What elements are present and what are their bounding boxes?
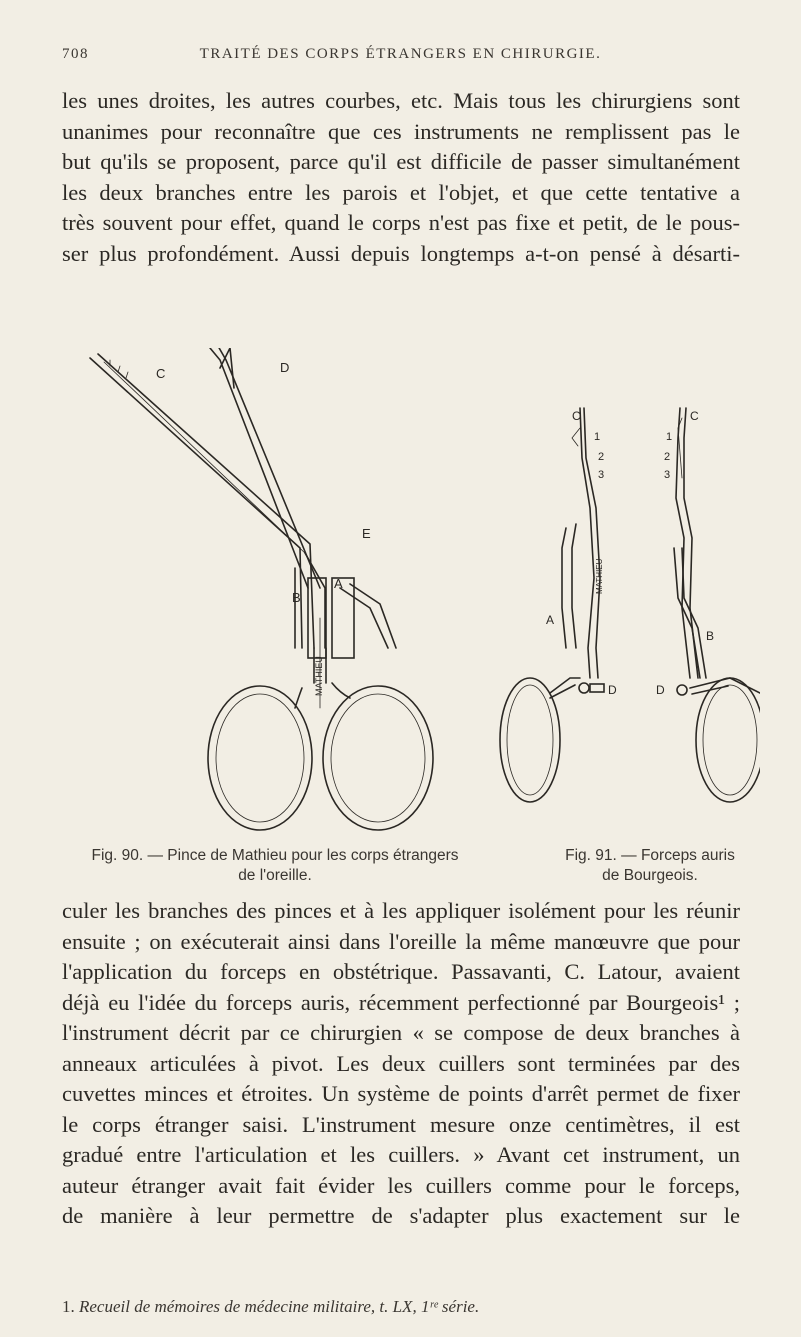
running-header	[0, 46, 801, 70]
fig91-right-label-d: D	[656, 683, 665, 697]
fig91-left-label-a: A	[546, 613, 555, 627]
text-line: l'instrument décrit par ce chirurgien « se compose de deux branches à	[62, 1020, 740, 1045]
text-line: unanimes pour reconnaître que ces instruments ne remplissent pas le	[62, 118, 740, 144]
fig90-engraving	[90, 348, 433, 830]
fig90-engraving-text: MATHIEU	[314, 656, 324, 696]
text-line: auteur étranger avait fait évider les cuillers comme pour le forceps,	[62, 1172, 740, 1198]
fig91-left-label-c: C	[572, 409, 581, 423]
fig91-left-label-d: D	[608, 683, 617, 697]
text-line: ser plus profondément. Aussi depuis longtemps a-t-on pensé à désarti-	[62, 240, 740, 266]
caption-fig91-line1: Fig. 91. — Forceps auris	[565, 847, 735, 864]
text-line: de manière à leur permettre de s'adapter plus exactement sur le	[62, 1203, 740, 1228]
caption-fig91	[520, 846, 780, 886]
fig91-right-label-2: 2	[664, 451, 671, 463]
fig91-left-label-2: 2	[598, 451, 605, 463]
text-line: anneaux articulées à pivot. Les deux cuillers sont terminées par des	[62, 1050, 740, 1076]
footnote-text: Recueil de mémoires de médecine militaire, t. LX, 1ʳᵉ série.	[79, 1297, 480, 1316]
text-line: les deux branches entre les parois et l'objet, et que cette tentative a	[62, 179, 740, 205]
fig90-label-b: B	[292, 590, 301, 605]
text-line: culer les branches des pinces et à les appliquer isolément pour les réunir	[62, 898, 740, 923]
fig91-left-engraving	[500, 408, 604, 802]
text-line: ensuite ; on exécuterait ainsi dans l'oreille la même manœuvre que pour	[62, 928, 740, 954]
text-line: déjà eu l'idée du forceps auris, récemment perfectionné par Bourgeois¹ ;	[62, 989, 740, 1015]
text-line: très souvent pour effet, quand le corps n'est pas fixe et petit, de le pous-	[62, 210, 740, 235]
footnote	[62, 1297, 742, 1317]
instrument-engravings	[70, 348, 760, 838]
fig91-right-label-3: 3	[664, 469, 671, 481]
fig90-label-a: A	[334, 576, 343, 591]
fig91-right-engraving	[674, 408, 760, 802]
figure-instruments	[70, 348, 760, 838]
paragraph-top	[62, 86, 740, 269]
fig91-right-label-b: B	[706, 629, 715, 643]
caption-fig90-line1: Fig. 90. — Pince de Mathieu pour les corps étrangers	[91, 847, 459, 864]
fig91-left-label-1: 1	[594, 431, 601, 443]
caption-fig90	[40, 846, 510, 886]
text-line: cuvettes minces et étroites. Un système de points d'arrêt permet de fixer	[62, 1081, 740, 1106]
running-title: TRAITÉ DES CORPS ÉTRANGERS EN CHIRURGIE.	[199, 46, 602, 62]
text-line: l'application du forceps en obstétrique. Passavanti, C. Latour, avaient	[62, 959, 740, 984]
fig91-right-label-c: C	[690, 409, 699, 423]
fig91-right-label-1: 1	[666, 431, 673, 443]
caption-fig90-line2: de l'oreille.	[238, 867, 312, 884]
fig90-label-c: C	[156, 366, 166, 381]
page-number: 708	[62, 46, 89, 62]
text-line: les unes droites, les autres courbes, etc. Mais tous les chirurgiens sont	[62, 88, 740, 113]
footnote-number: 1.	[62, 1297, 75, 1316]
text-line: le corps étranger saisi. L'instrument mesure onze centimètres, il est	[62, 1111, 740, 1137]
fig91-left-engraving-text: MATHIEU	[595, 558, 604, 594]
text-line: gradué entre l'articulation et les cuillers. » Avant cet instrument, un	[62, 1142, 740, 1167]
text-line: but qu'ils se proposent, parce qu'il est difficile de passer simultanément	[62, 149, 740, 174]
fig90-label-d: D	[280, 360, 290, 375]
caption-fig91-line2: de Bourgeois.	[602, 867, 698, 884]
fig91-left-label-3: 3	[598, 469, 605, 481]
fig90-label-e: E	[362, 526, 371, 541]
paragraph-bottom	[62, 896, 740, 1232]
